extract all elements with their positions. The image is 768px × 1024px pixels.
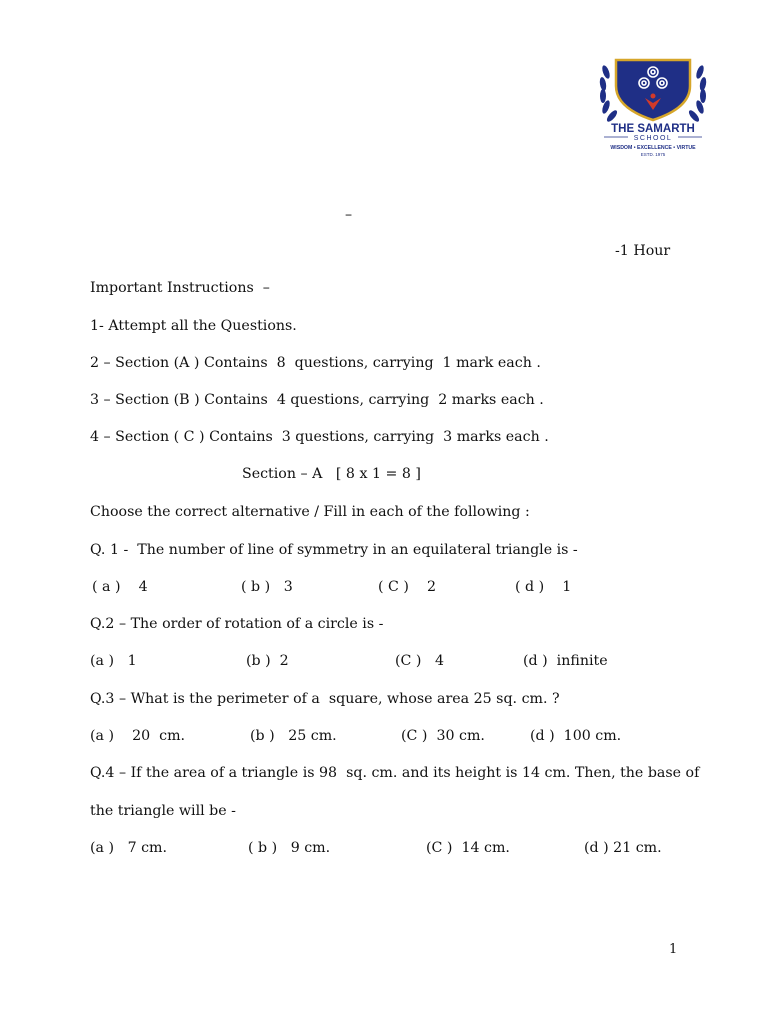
question-1-option-b: ( b ) 3 [241,579,293,595]
question-2-option-d: (d ) infinite [523,653,608,669]
question-4-option-a: (a ) 7 cm. [90,840,168,856]
instruction-item: 1- Attempt all the Questions. [90,318,297,334]
question-1-option-a: ( a ) 4 [92,579,148,595]
header-dash: – [345,207,353,223]
question-4: Q.4 – If the area of a triangle is 98 sq. cm. and its height is 14 cm. Then, the base of [90,765,700,781]
school-name: THE SAMARTH [611,123,695,135]
section-a-heading: Section – A [ 8 x 1 = 8 ] [242,466,421,482]
school-established: ESTD. 1975 [640,152,666,157]
school-sub: SCHOOL [633,135,673,142]
question-1-option-d: ( d ) 1 [515,579,572,595]
question-4-continued: the triangle will be - [90,803,236,819]
question-3-option-a: (a ) 20 cm. [90,728,186,744]
question-2-option-a: (a ) 1 [90,653,137,669]
question-2-option-c: (C ) 4 [395,653,444,669]
school-crest-icon [594,50,712,172]
question-4-option-d: (d ) 21 cm. [584,840,662,856]
exam-duration: -1 Hour [615,243,671,259]
question-4-option-c: (C ) 14 cm. [426,840,510,856]
instruction-item: 3 – Section (B ) Contains 4 questions, carrying 2 marks each . [90,392,544,408]
question-3-option-c: (C ) 30 cm. [401,728,485,744]
school-motto: WISDOM • EXCELLENCE • VIRTUE [610,145,696,151]
instruction-item: 4 – Section ( C ) Contains 3 questions, carrying 3 marks each . [90,429,549,445]
instruction-item: 2 – Section (A ) Contains 8 questions, carrying 1 mark each . [90,355,541,371]
question-1: Q. 1 - The number of line of symmetry in an equilateral triangle is - [90,542,578,558]
question-4-option-b: ( b ) 9 cm. [248,840,331,856]
school-logo [594,50,712,172]
page-number: 1 [669,942,678,957]
question-2: Q.2 – The order of rotation of a circle is - [90,616,384,632]
question-3-option-d: (d ) 100 cm. [530,728,622,744]
question-2-option-b: (b ) 2 [246,653,289,669]
instructions-title: Important Instructions – [90,280,270,296]
section-a-direction: Choose the correct alternative / Fill in each of the following : [90,504,530,520]
question-3: Q.3 – What is the perimeter of a square, whose area 25 sq. cm. ? [90,691,560,707]
question-3-option-b: (b ) 25 cm. [250,728,337,744]
question-1-option-c: ( C ) 2 [378,579,437,595]
